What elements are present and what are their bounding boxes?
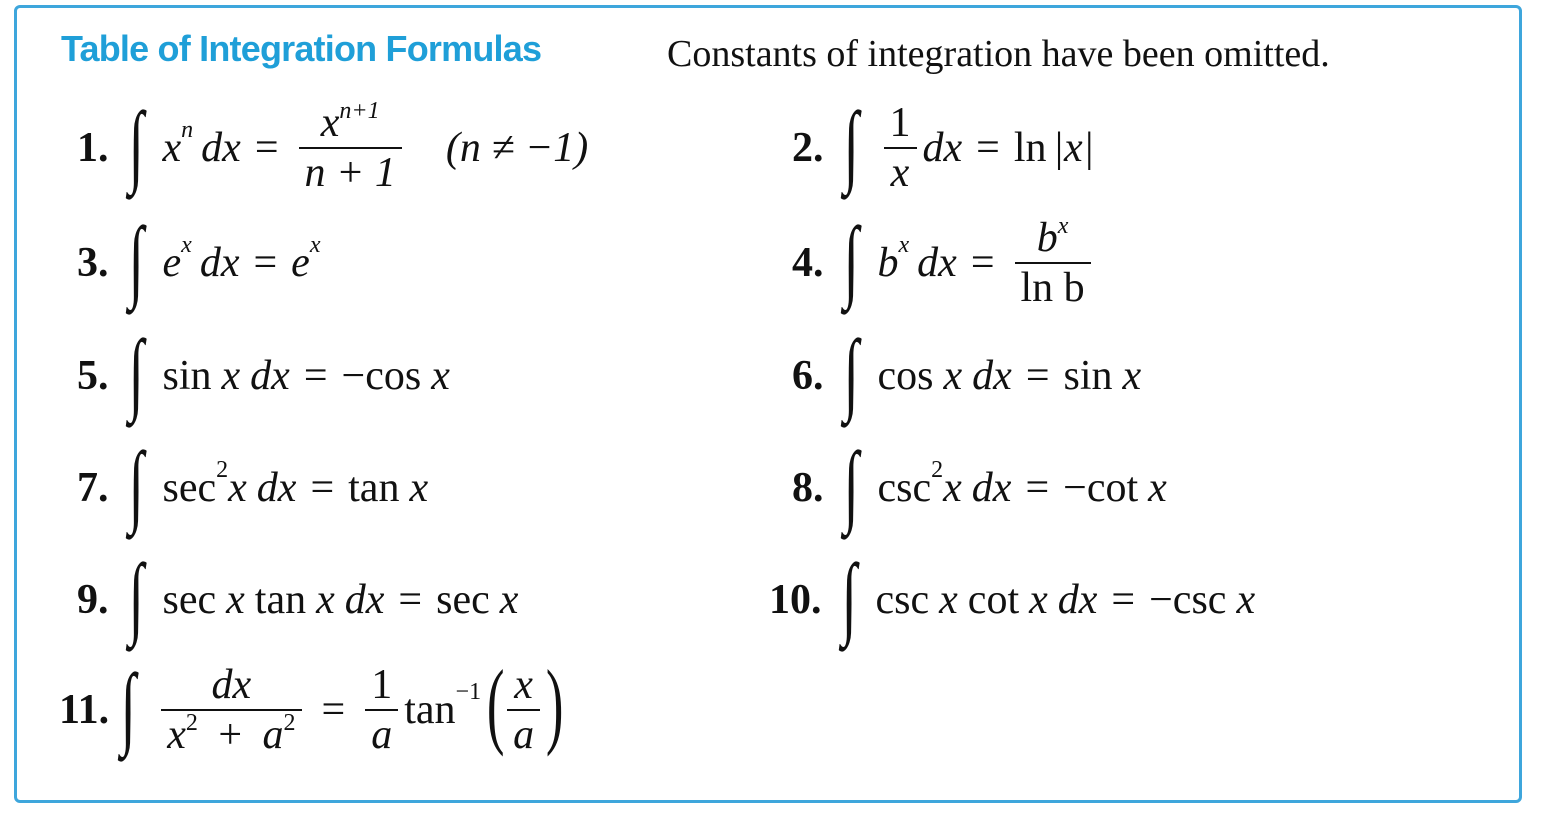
integrand-variable: x xyxy=(228,465,247,511)
integrand-exponent: n xyxy=(181,116,194,143)
integrand-exponent: x xyxy=(181,231,192,258)
integrand-variable: x xyxy=(939,577,958,623)
fraction-bar xyxy=(365,709,398,711)
denominator-term-a: x xyxy=(167,712,186,758)
integrand-exponent: 2 xyxy=(931,456,944,483)
integrand-variable: x xyxy=(221,353,241,399)
formula-10 xyxy=(769,545,1256,650)
equals-sign: = xyxy=(1025,465,1050,511)
formula-2 xyxy=(792,93,1095,198)
numerator-exponent: x xyxy=(1057,212,1069,239)
integral-symbol: ∫ xyxy=(128,93,144,195)
differential: dx xyxy=(199,240,240,286)
formula-number: 10. xyxy=(769,577,822,623)
coefficient-numerator: 1 xyxy=(371,661,393,708)
integral-symbol: ∫ xyxy=(843,208,859,310)
equals-sign: = xyxy=(303,353,328,399)
integrand-base: b xyxy=(877,240,899,286)
fraction-numerator: 1 xyxy=(889,99,911,146)
equals-sign: = xyxy=(398,577,423,623)
integrand-function-2: cot xyxy=(967,577,1020,623)
condition: (n ≠ −1) xyxy=(445,125,589,171)
right-paren: ) xyxy=(545,650,564,757)
table-title: Table of Integration Formulas xyxy=(61,28,542,69)
integrand-function: csc xyxy=(875,577,930,623)
fraction-denominator: n + 1 xyxy=(304,150,396,196)
integrand-fraction xyxy=(161,663,301,757)
fraction-numerator: dx xyxy=(211,661,252,708)
result-variable: x xyxy=(431,353,450,399)
differential: dx xyxy=(972,353,1012,399)
integrand-base: x xyxy=(162,125,182,171)
coefficient-fraction xyxy=(365,663,398,757)
formula-4 xyxy=(792,208,1097,313)
fraction-bar xyxy=(1015,262,1091,264)
formula-number: 1. xyxy=(77,125,109,171)
differential: dx xyxy=(201,125,241,171)
result-value: |x| xyxy=(1052,125,1095,171)
argument-numerator: x xyxy=(514,661,533,708)
result-function: tan xyxy=(404,687,456,733)
integrand-function: sin xyxy=(162,353,212,399)
formula-number: 7. xyxy=(77,465,109,511)
integral-symbol: ∫ xyxy=(128,545,144,647)
result-function: −cot xyxy=(1063,465,1139,511)
denominator-exponent-a: 2 xyxy=(185,710,198,736)
equals-sign: = xyxy=(970,240,995,286)
equals-sign: = xyxy=(321,687,346,733)
integral-symbol: ∫ xyxy=(128,321,144,423)
differential: dx xyxy=(250,353,290,399)
formula-11 xyxy=(59,650,566,760)
differential: dx xyxy=(344,577,385,623)
differential: dx xyxy=(256,465,297,511)
equals-sign: = xyxy=(254,125,279,171)
formula-number: 3. xyxy=(77,240,109,286)
equals-sign: = xyxy=(253,240,278,286)
differential: dx xyxy=(922,125,963,171)
fraction-denominator: x xyxy=(890,150,910,196)
differential: dx xyxy=(1057,577,1098,623)
result-function: tan xyxy=(348,465,400,511)
integrand-exponent: x xyxy=(898,231,910,258)
integral-symbol: ∫ xyxy=(128,433,144,535)
result-variable: x xyxy=(409,465,429,511)
integrand-variable: x xyxy=(226,577,245,623)
integrand-function: sec xyxy=(162,577,217,623)
formula-7 xyxy=(77,433,429,538)
denominator-plus: + xyxy=(218,712,243,758)
integral-symbol: ∫ xyxy=(843,93,859,195)
result-variable: x xyxy=(1148,465,1167,511)
denominator-term-b: a xyxy=(262,712,284,758)
formula-5 xyxy=(77,321,450,426)
result-function: sin xyxy=(1063,353,1113,399)
denominator-exponent-b: 2 xyxy=(283,710,296,736)
integral-symbol: ∫ xyxy=(843,433,859,535)
integrand-variable: x xyxy=(943,465,962,511)
equals-sign: = xyxy=(1025,353,1050,399)
differential: dx xyxy=(971,465,1012,511)
integral-symbol: ∫ xyxy=(841,545,857,647)
argument-fraction xyxy=(507,663,540,757)
integral-symbol: ∫ xyxy=(843,321,859,423)
integrand-variable-2: x xyxy=(1029,577,1048,623)
result-fraction xyxy=(299,97,402,196)
result-base: e xyxy=(291,240,310,286)
formula-number: 5. xyxy=(77,353,109,399)
result-exponent: x xyxy=(309,231,321,258)
fraction-denominator: ln b xyxy=(1020,265,1085,311)
formula-number: 4. xyxy=(792,240,824,286)
formula-3 xyxy=(77,208,321,313)
result-fraction xyxy=(1015,212,1091,311)
integrand-function: sec xyxy=(162,465,217,511)
fraction-numerator: b xyxy=(1036,214,1058,261)
integrand-base: e xyxy=(162,240,182,286)
integrand-fraction xyxy=(884,101,917,195)
equals-sign: = xyxy=(1111,577,1136,623)
formula-8 xyxy=(792,433,1167,538)
formula-table-frame xyxy=(14,5,1522,803)
result-variable: x xyxy=(1122,353,1142,399)
result-exponent: −1 xyxy=(455,678,482,705)
argument-denominator: a xyxy=(513,712,535,758)
integral-symbol: ∫ xyxy=(120,655,136,757)
equals-sign: = xyxy=(310,465,335,511)
numerator-exponent: n+1 xyxy=(339,97,380,124)
formula-number: 8. xyxy=(792,465,824,511)
coefficient-denominator: a xyxy=(371,712,393,758)
result-function: ln xyxy=(1013,125,1047,171)
fraction-numerator: x xyxy=(320,99,340,146)
fraction-bar xyxy=(507,709,540,711)
integrand-function-2: tan xyxy=(254,577,307,623)
result-function: −cos xyxy=(341,353,422,399)
integrand-variable: x xyxy=(943,353,963,399)
formula-number: 2. xyxy=(792,125,824,171)
equals-sign: = xyxy=(976,125,1000,171)
fraction-bar xyxy=(884,147,917,149)
integrand-exponent: 2 xyxy=(216,456,229,483)
integrand-function: cos xyxy=(877,353,934,399)
result-function: −csc xyxy=(1149,577,1227,623)
integral-symbol: ∫ xyxy=(128,208,144,310)
left-paren: ( xyxy=(486,650,505,757)
formula-1 xyxy=(77,93,589,198)
formula-number: 11. xyxy=(59,687,110,733)
fraction-bar xyxy=(161,709,301,711)
result-variable: x xyxy=(1236,577,1256,623)
table-subtitle: Constants of integration have been omitted. xyxy=(667,33,1330,75)
formula-9 xyxy=(77,545,519,650)
formula-6 xyxy=(792,321,1142,426)
formula-number: 6. xyxy=(792,353,824,399)
formula-number: 9. xyxy=(77,577,109,623)
integrand-variable-2: x xyxy=(316,577,335,623)
differential: dx xyxy=(917,240,957,286)
fraction-bar xyxy=(299,147,402,149)
result-variable: x xyxy=(499,577,519,623)
result-function: sec xyxy=(436,577,490,623)
integrand-function: csc xyxy=(877,465,932,511)
